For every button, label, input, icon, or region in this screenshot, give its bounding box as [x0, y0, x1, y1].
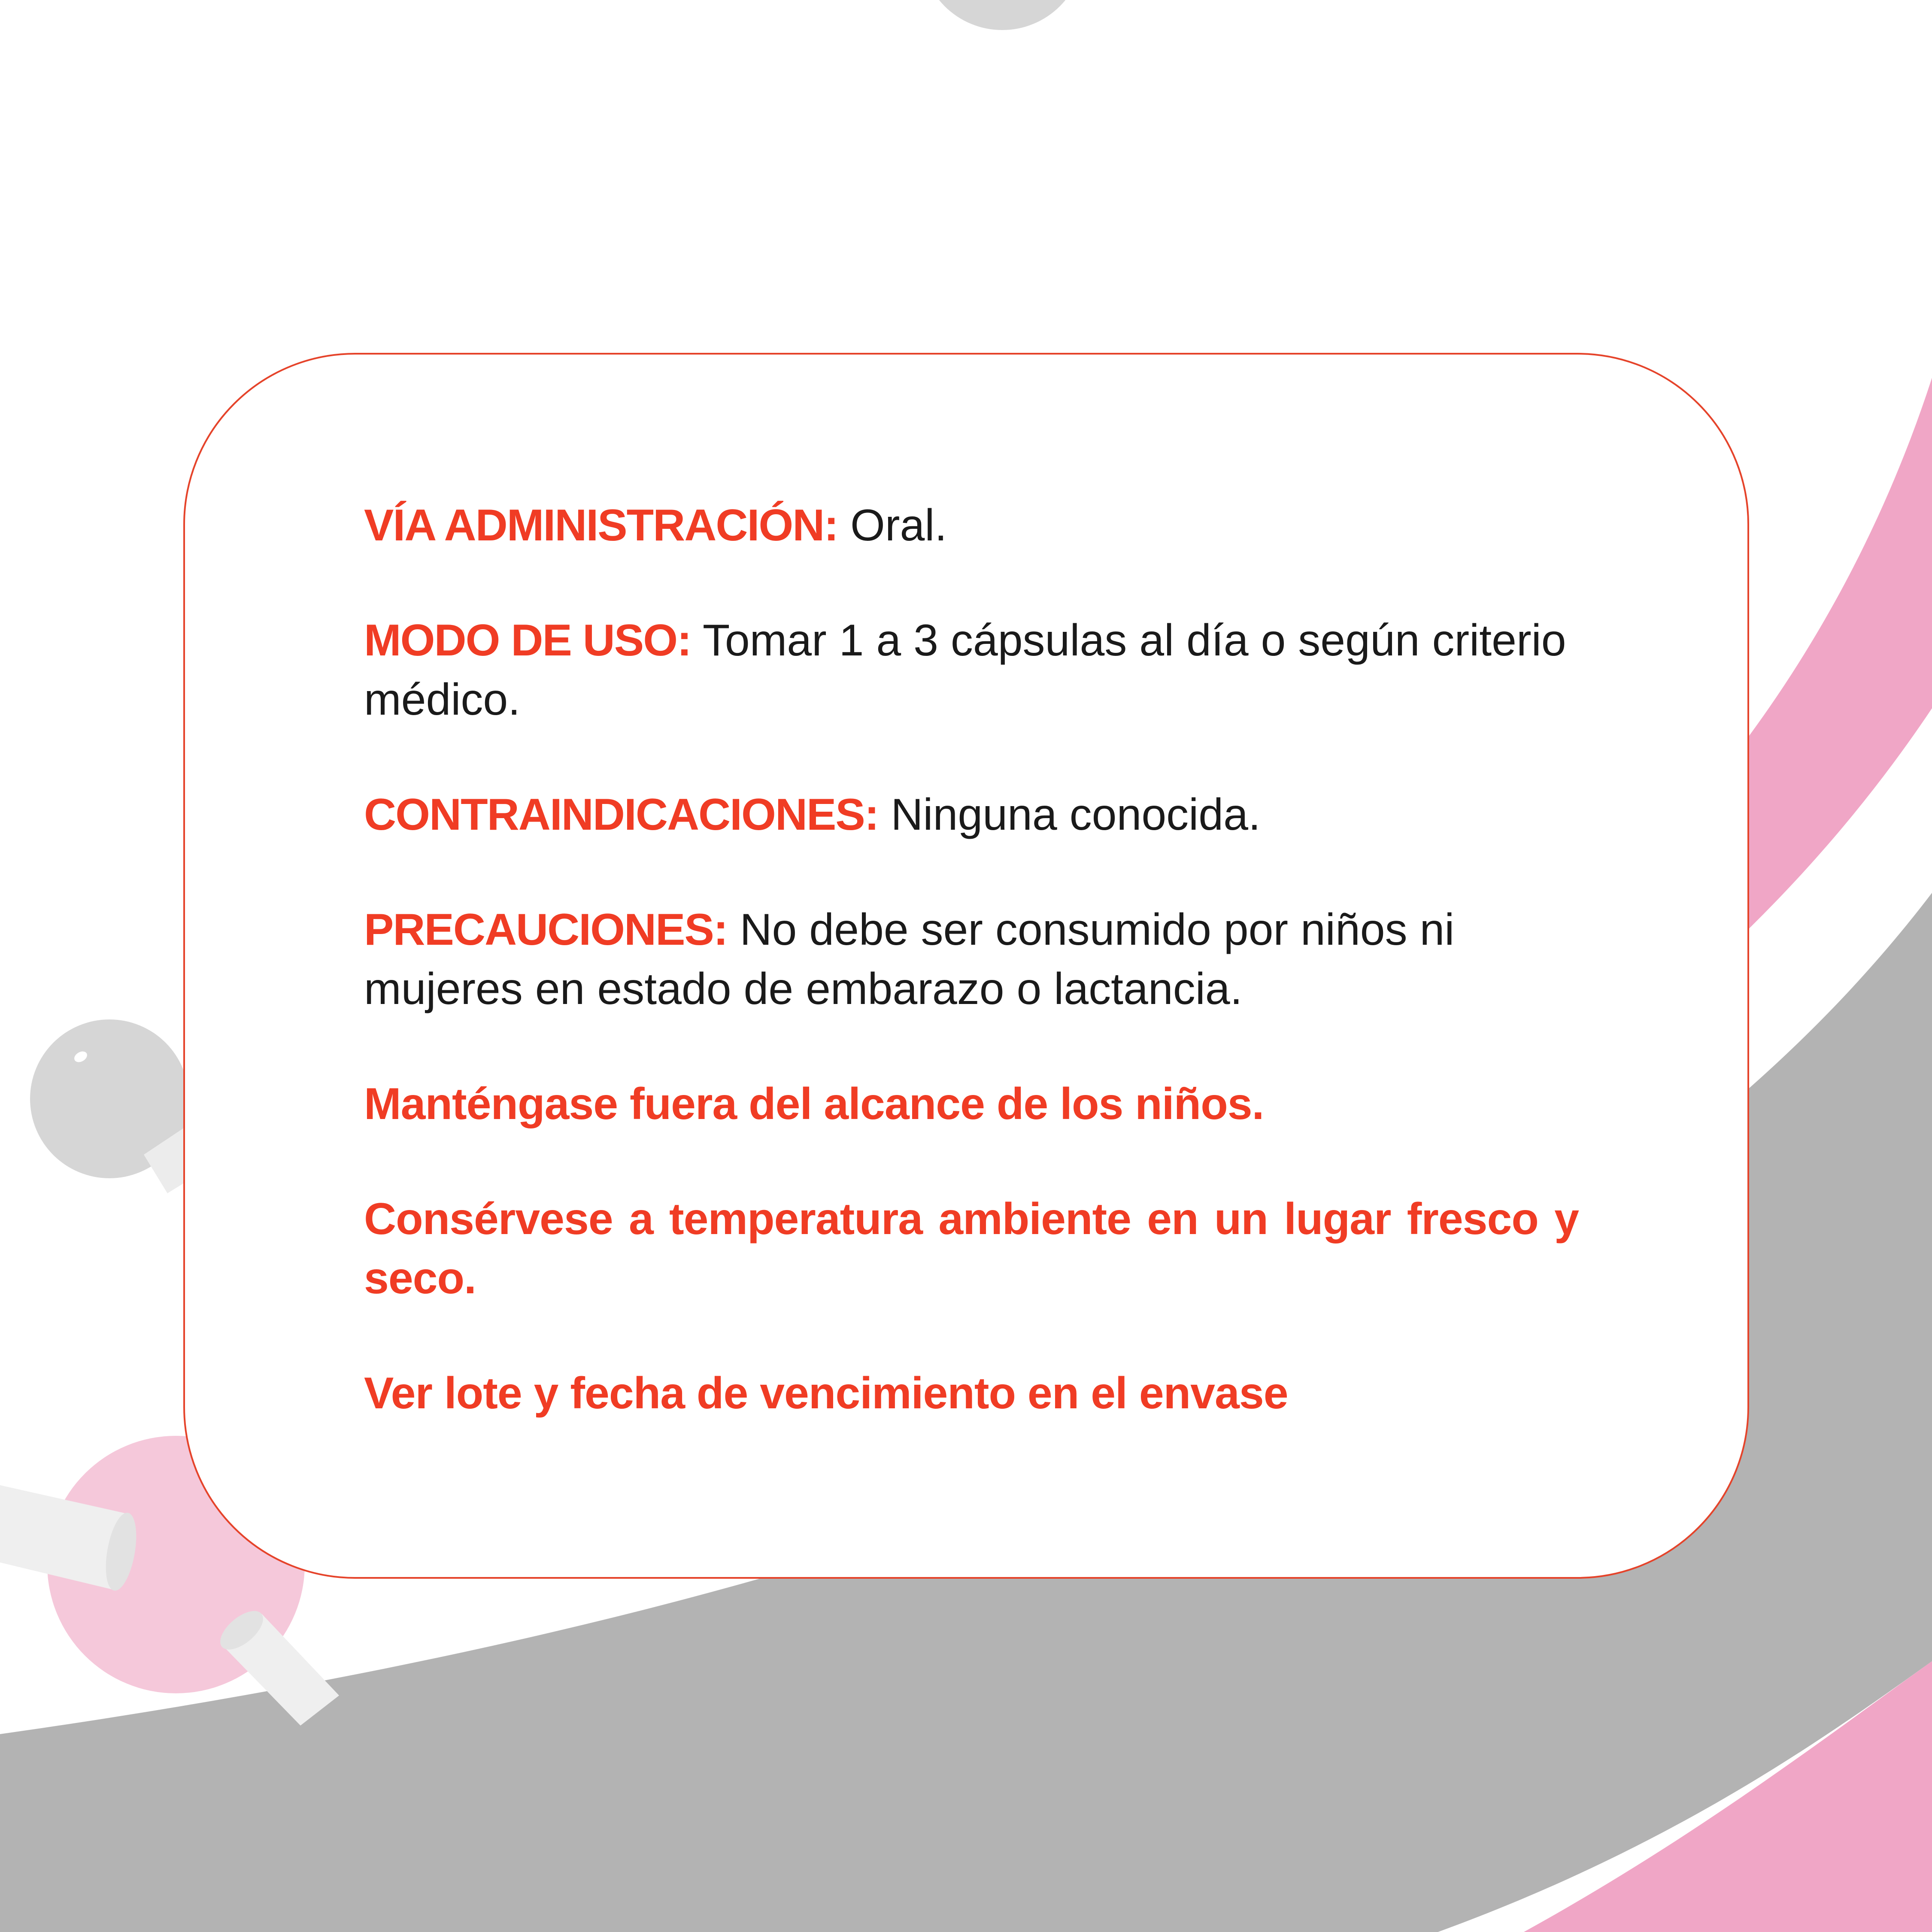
contra-value: Ninguna conocida. [891, 790, 1261, 840]
molecule-ball-top [921, 0, 1084, 30]
contraindicaciones [364, 785, 1579, 844]
contra-label: CONTRAINDICACIONES: [364, 790, 879, 840]
precauciones [364, 900, 1579, 1019]
info-content [364, 496, 1579, 1423]
via-label: VÍA ADMINISTRACIÓN: [364, 500, 838, 550]
precauciones-label: PRECAUCIONES: [364, 905, 728, 955]
modo-de-uso [364, 611, 1579, 729]
modo-value: Tomar 1 a 3 cápsulas al día o según criterio médico. [364, 616, 1566, 725]
precauciones-value: No debe ser consumido por niños ni mujeres en estado de embarazo o lactancia. [364, 905, 1455, 1014]
modo-label: MODO DE USO: [364, 616, 691, 665]
warning-children: Manténgase fuera del alcance de los niños. [364, 1079, 1264, 1129]
via-value: Oral. [850, 500, 947, 550]
via-administracion [364, 496, 1579, 555]
lot-note: Ver lote y fecha de vencimiento en el envase [364, 1368, 1288, 1418]
storage-note: Consérvese a temperatura ambiente en un lugar fresco y seco. [364, 1194, 1579, 1303]
